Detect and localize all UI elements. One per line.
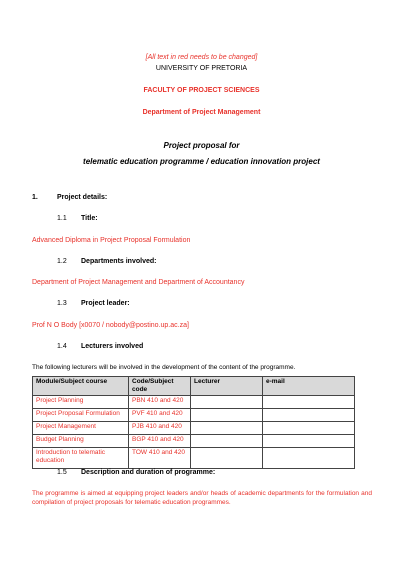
column-header-code: Code/Subject code: [129, 377, 191, 396]
lecturer-cell: [191, 448, 263, 469]
module-cell: Project Management: [33, 422, 129, 435]
lecturer-cell: [191, 396, 263, 409]
section-1-1-number: 1.1: [57, 215, 67, 222]
code-cell: PVF 410 and 420: [129, 409, 191, 422]
code-cell: BGP 410 and 420: [129, 435, 191, 448]
module-cell: Project Proposal Formulation: [33, 409, 129, 422]
department-name: Department of Project Management: [142, 109, 261, 116]
section-1-4-number: 1.4: [57, 343, 67, 350]
code-cell: PJB 410 and 420: [129, 422, 191, 435]
section-1-number: 1.: [32, 194, 38, 201]
column-header-module: Module/Subject course: [33, 377, 129, 396]
section-1-4-label: Lecturers involved: [81, 343, 144, 350]
module-cell: Budget Planning: [33, 435, 129, 448]
section-1-3-number: 1.3: [57, 300, 67, 307]
title-line-1: Project proposal for: [163, 141, 240, 150]
module-cell: Project Planning: [33, 396, 129, 409]
lecturer-cell: [191, 435, 263, 448]
project-leader-value: Prof N O Body [x0070 / nobody@postino.up.ac.za]: [32, 322, 189, 329]
lecturer-cell: [191, 422, 263, 435]
section-1-2-number: 1.2: [57, 258, 67, 265]
red-text-note: [All text in red needs to be changed]: [145, 54, 258, 61]
email-cell: [263, 422, 355, 435]
table-row: [33, 409, 355, 422]
project-title-value: Advanced Diploma in Project Proposal Formulation: [32, 237, 191, 244]
table-row: [33, 396, 355, 409]
module-cell: Introduction to telematic education: [33, 448, 129, 469]
table-row: [33, 448, 355, 469]
title-line-2: telematic education programme / education innovation project: [83, 157, 320, 166]
email-cell: [263, 396, 355, 409]
table-row: [33, 435, 355, 448]
section-1-2-label: Departments involved:: [81, 258, 157, 265]
column-header-email: e-mail: [263, 377, 355, 396]
section-1-5-number: 1.5: [57, 469, 67, 476]
programme-description: The programme is aimed at equipping project leaders and/or heads of academic departments for the formulation and compilation of project proposals for telematic education programmes.: [32, 490, 372, 506]
email-cell: [263, 409, 355, 422]
lecturers-table: [32, 376, 355, 469]
email-cell: [263, 448, 355, 469]
code-cell: TOW 410 and 420: [129, 448, 191, 469]
lecturer-cell: [191, 409, 263, 422]
code-cell: PBN 410 and 420: [129, 396, 191, 409]
university-name: UNIVERSITY OF PRETORIA: [155, 65, 248, 72]
column-header-lecturer: Lecturer: [191, 377, 263, 396]
faculty-name: FACULTY OF PROJECT SCIENCES: [143, 87, 260, 94]
section-1-3-label: Project leader:: [81, 300, 130, 307]
lecturers-intro: The following lecturers will be involved in the development of the content of the programme.: [32, 364, 296, 371]
section-1-label: Project details:: [57, 194, 108, 201]
section-1-5-label: Description and duration of programme:: [81, 469, 216, 476]
table-header-row: [33, 377, 355, 396]
departments-value: Department of Project Management and Department of Accountancy: [32, 279, 245, 286]
section-1-1-label: Title:: [81, 215, 98, 222]
table-row: [33, 422, 355, 435]
email-cell: [263, 435, 355, 448]
